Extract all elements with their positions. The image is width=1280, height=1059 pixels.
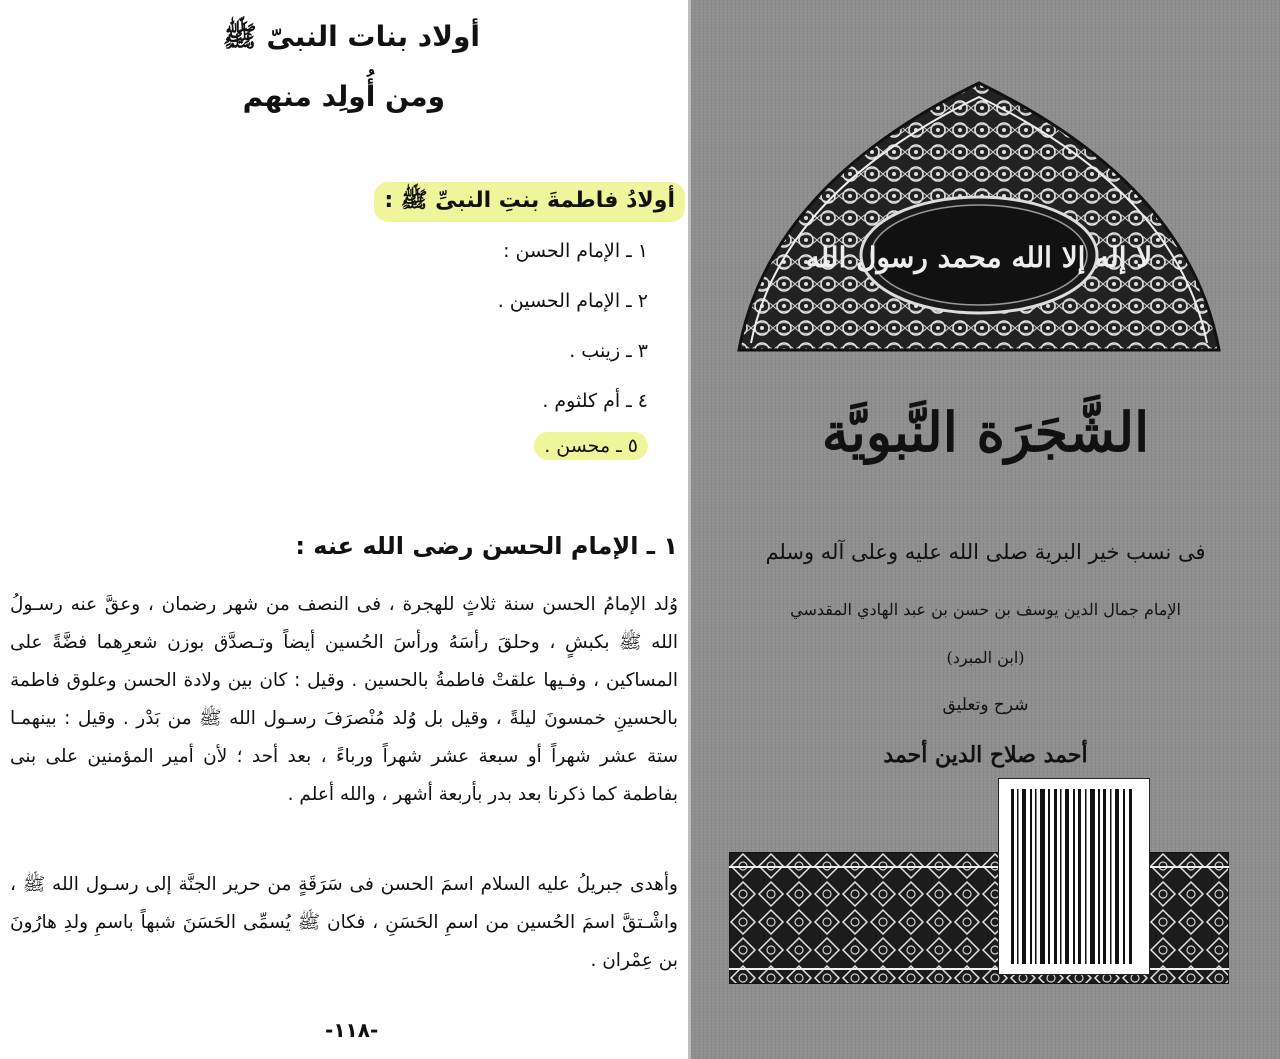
subheading: ١ ـ الإمام الحسن رضى الله عنه : [295,532,678,560]
page-number: -١١٨- [325,1018,379,1042]
ornamental-band [729,852,1229,984]
book-cover [691,0,1280,1059]
chapter-title: أولاد بنات النبىّ ﷺ [222,20,480,53]
list-item: ٣ ـ زينب . [569,340,648,362]
dome-ornament [729,75,1229,360]
barcode-label [998,778,1150,975]
list-item: ٤ ـ أم كلثوم . [542,390,648,412]
section-heading: أولادُ فاطمةَ بنتِ النبىِّ ﷺ : [374,182,685,222]
book-title: الشَّجَرَة النَّبويَّة [821,400,1150,464]
author-name: الإمام جمال الدين يوسف بن حسن بن عبد الهادي المقدسي [790,600,1181,619]
paragraph: وُلد الإمامُ الحسن سنة ثلاثٍ للهجرة ، فى النصف من شهر رضمان ، وعقَّ عنه رسـولُ الله ﷺ بكبشٍ ، وحلقَ رأسَهُ ورأسَ الحُسين أيضاً وتـصدَّق بوزن شعرِهما فضَّةً على المساكين ، وفـيها علقتْ فاطمةُ بالحسين . وقيل : كان بين ولادة الحسن وعلوق فاطمة بالحسينِ خمسونَ ليلةً ، وقيل بل وُلد مُنْصرَفَ رسـول الله ﷺ من بَدْر . وقيل : بينهمـا ستة عشر شهراً أو سبعة عشر شهراً ورباءً ، بعد أحد ؛ لأن أمير المؤمنين على بنى بفاطمة كما ذكرنا بعد بدر بأربعة أشهر ، والله أعلم . [10,594,678,805]
list-item: ٥ ـ محسن . [534,432,648,460]
book-subtitle: فى نسب خير البرية صلى الله عليه وعلى آله وسلم [765,540,1206,564]
editor-name: أحمد صلاح الدين أحمد [883,742,1088,768]
calligraphy-text: لا إله إلا الله محمد رسول الله [805,241,1153,274]
commentary-label: شرح وتعليق [942,695,1029,715]
barcode-icon [999,779,1149,974]
list-item: ١ ـ الإمام الحسن : [503,240,648,262]
author-alias: (ابن المبرد) [946,648,1025,667]
paragraph: وأهدى جبريلُ عليه السلام اسمَ الحسن فى سَرَقَةٍ من حرير الجنَّة إلى رسـول الله ﷺ ، واشْـتقَّ اسمَ الحُسين من اسمِ الحَسَنِ ، فكان ﷺ يُسمِّى الحَسَنَ شبهاً باسمِ ولدِ هارُونَ بن عِمْران . [10,874,678,971]
list-item: ٢ ـ الإمام الحسين . [497,290,648,312]
chapter-subtitle: ومن أُولِد منهم [242,80,445,113]
